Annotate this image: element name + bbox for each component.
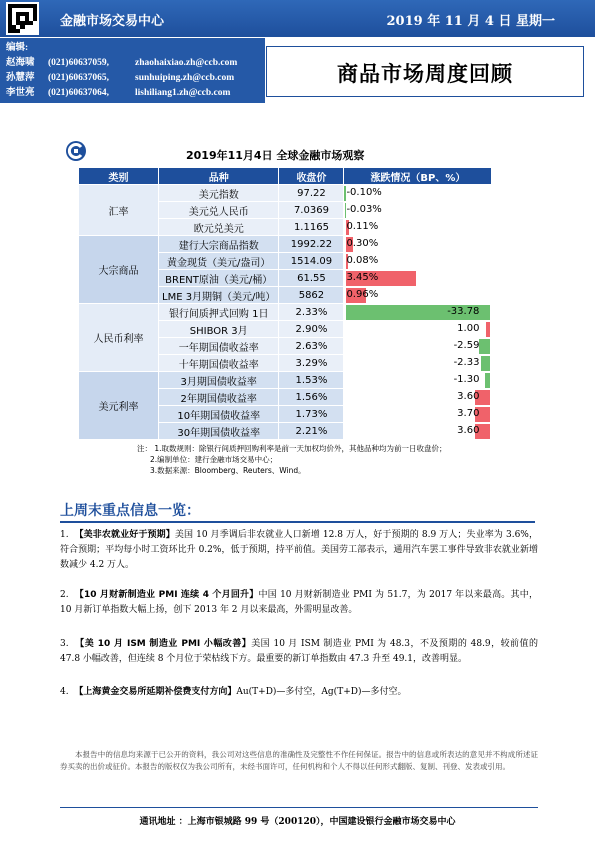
col-header: 类别: [79, 168, 159, 185]
editor-row: 赵海啸 (021)60637059, zhaohaixiao.zh@ccb.com: [6, 58, 238, 68]
footer-address: 通讯地址 ：上海市银城路 99 号（200120），中国建设银行金融市场交易中心: [139, 817, 456, 827]
change-cell: [344, 236, 492, 253]
market-table: [78, 167, 492, 440]
editor-email[interactable]: lishiliang1.zh@ccb.com: [135, 88, 231, 98]
editor-row: 李世亮 (021)60637064, lishiliang1.zh@ccb.com: [6, 88, 231, 98]
table-row: [79, 236, 492, 253]
change-bar: [485, 373, 491, 388]
instrument-name: 欧元兑美元: [159, 219, 279, 236]
close-value: 5862: [279, 287, 344, 304]
editor-row: 孙慧萍 (021)60637065, sunhuiping.zh@ccb.com: [6, 73, 235, 83]
change-label: 0.11%: [346, 221, 379, 232]
change-cell: [344, 219, 492, 236]
instrument-name: 美元兑人民币: [159, 202, 279, 219]
change-cell: [344, 185, 492, 202]
news-item: 3. 【美 10 月 ISM 制造业 PMI 小幅改善】美国 10 月 ISM 制造业 PMI 为 48.3，不及预期的 48.9，较前值的 47.8 小幅改善，但连续 8 个月位于荣枯线下方。最重要的新订单指数由 47.3 升至 49.1，改善明显。: [60, 639, 538, 664]
note-line: 3.数据来源：Bloomberg、Reuters、Wind。: [150, 466, 306, 475]
news-item: 1. 【美非农就业好于预期】美国 10 月季调后非农就业人口新增 12.8 万人，好于预期的 8.9 万人；失业率为 3.6%，符合预期；平均每小时工资环比升 0.2%，低于预期，持平前值。美国劳工部表示，通用汽车罢工事件导致非农就业新增数减少 4.2 万人。: [60, 530, 538, 570]
change-label: -2.59: [453, 340, 480, 351]
instrument-name: BRENT原油（美元/桶）: [159, 270, 279, 287]
change-bar: [481, 356, 491, 371]
change-label: 3.60: [457, 425, 480, 436]
close-value: 1514.09: [279, 253, 344, 270]
change-cell: [344, 338, 492, 355]
instrument-name: SHIBOR 3月: [159, 321, 279, 338]
footer-divider: [60, 807, 538, 808]
editor-email[interactable]: sunhuiping.zh@ccb.com: [135, 73, 235, 83]
change-label: -33.78: [447, 306, 480, 317]
category-cell: 美元利率: [79, 372, 159, 440]
report-title-box: [266, 46, 584, 97]
instrument-name: 银行间质押式回购 1日: [159, 304, 279, 321]
close-value: 97.22: [279, 185, 344, 202]
change-label: -1.30: [453, 374, 480, 385]
category-cell: 汇率: [79, 185, 159, 236]
col-header: 涨跌情况（BP、%）: [344, 168, 492, 185]
close-value: 1.1165: [279, 219, 344, 236]
category-cell: 大宗商品: [79, 236, 159, 304]
editors-panel: [0, 38, 265, 103]
instrument-name: 10年期国债收益率: [159, 406, 279, 423]
instrument-name: LME 3月期铜（美元/吨）: [159, 287, 279, 304]
instrument-name: 3月期国债收益率: [159, 372, 279, 389]
instrument-name: 30年期国债收益率: [159, 423, 279, 440]
change-label: -0.10%: [346, 187, 382, 198]
change-label: 3.70: [457, 408, 480, 419]
change-label: 3.45%: [346, 272, 379, 283]
col-header: 品种: [159, 168, 279, 185]
close-value: 1992.22: [279, 236, 344, 253]
close-value: 1.53%: [279, 372, 344, 389]
change-cell: [344, 270, 492, 287]
change-cell: [344, 287, 492, 304]
close-value: 2.21%: [279, 423, 344, 440]
change-bar: [479, 339, 490, 354]
change-label: 0.30%: [346, 238, 379, 249]
news-body: 中国 10 月财新制造业 PMI 为 51.7，为 2017 年以来最高。其中，10 月新订单指数大幅上扬，创下 2013 年 2 月以来最高，外需明显改善。: [60, 590, 538, 615]
instrument-name: 一年期国债收益率: [159, 338, 279, 355]
change-cell: [344, 389, 492, 406]
section-divider: [60, 521, 535, 523]
change-cell: [344, 253, 492, 270]
news-body: 美国 10 月 ISM 制造业 PMI 为 48.3，不及预期的 48.9，较前值的 47.8 小幅改善，但连续 8 个月位于荣枯线下方。最重要的新订单指数由 47.3 升至 49.1，改善明显。: [60, 639, 538, 664]
change-cell: [344, 423, 492, 440]
editor-email[interactable]: zhaohaixiao.zh@ccb.com: [135, 58, 238, 68]
disclaimer: 本报告中的信息均来源于已公开的资料，我公司对这些信息的准确性及完整性不作任何保证。报告中的信息或所表达的意见并不构成所述证券买卖的出价或征价。本报告的版权仅为我公司所有，未经书面许可，任何机构和个人不得以任何形式翻版、复制、刊登、发表或引用。: [60, 750, 538, 771]
col-header: 收盘价: [279, 168, 344, 185]
change-cell: [344, 321, 492, 338]
instrument-name: 十年期国债收益率: [159, 355, 279, 372]
table-header-row: [79, 168, 492, 185]
change-cell: [344, 202, 492, 219]
header-bar: [0, 0, 595, 37]
news-body: 美国 10 月季调后非农就业人口新增 12.8 万人，好于预期的 8.9 万人；失业率为 3.6%，符合预期；平均每小时工资环比升 0.2%，低于预期，持平前值。美国劳工部表示，通用汽车罢工事件导致非农就业新增数减少 4.2 万人。: [60, 530, 538, 570]
news-headline: 【美 10 月 ISM 制造业 PMI 小幅改善】: [75, 639, 252, 649]
change-label: 0.08%: [346, 255, 379, 266]
change-label: 0.96%: [346, 289, 379, 300]
note-line: 注： 1.取数规则：除银行间质押回购利率是前一天加权均价外，其他品种均为前一日收盘价；: [137, 444, 447, 453]
change-label: -2.33: [453, 357, 480, 368]
header-org: 金融市场交易中心: [60, 14, 165, 29]
report-title: 商品市场周度回顾: [337, 62, 513, 86]
editors-label: 编辑:: [6, 43, 29, 53]
close-value: 1.56%: [279, 389, 344, 406]
qr-code-icon: [6, 2, 39, 35]
change-cell: [344, 406, 492, 423]
table-title: 2019年11月4日 全球金融市场观察: [186, 149, 365, 162]
close-value: 1.73%: [279, 406, 344, 423]
news-headline: 【10 月财新制造业 PMI 连续 4 个月回升】: [74, 590, 259, 600]
close-value: 61.55: [279, 270, 344, 287]
ccb-logo-icon: [65, 140, 87, 162]
category-cell: 人民币利率: [79, 304, 159, 372]
instrument-name: 黄金现货（美元/盎司）: [159, 253, 279, 270]
news-item: 2. 【10 月财新制造业 PMI 连续 4 个月回升】中国 10 月财新制造业 PMI 为 51.7，为 2017 年以来最高。其中，10 月新订单指数大幅上扬，创下 2013 年 2 月以来最高，外需明显改善。: [60, 590, 538, 615]
change-label: 1.00: [457, 323, 480, 334]
change-cell: [344, 355, 492, 372]
table-row: [79, 304, 492, 321]
close-value: 7.0369: [279, 202, 344, 219]
table-notes: [137, 443, 447, 476]
section-title: 上周末重点信息一览：: [60, 503, 200, 519]
change-bar: [486, 322, 490, 337]
instrument-name: 2年期国债收益率: [159, 389, 279, 406]
note-line: 2.编制单位：建行金融市场交易中心；: [150, 455, 278, 464]
close-value: 2.33%: [279, 304, 344, 321]
header-date: 2019 年 11 月 4 日 星期一: [386, 14, 555, 29]
change-label: -0.03%: [346, 204, 382, 215]
instrument-name: 建行大宗商品指数: [159, 236, 279, 253]
instrument-name: 美元指数: [159, 185, 279, 202]
close-value: 2.63%: [279, 338, 344, 355]
news-item: 4. 【上海黄金交易所延期补偿费支付方向】Au(T+D)—多付空，Ag(T+D)—多付空。: [60, 687, 407, 697]
news-body: Au(T+D)—多付空，Ag(T+D)—多付空。: [236, 687, 407, 697]
change-cell: [344, 304, 492, 321]
news-headline: 【上海黄金交易所延期补偿费支付方向】: [74, 687, 237, 697]
change-cell: [344, 372, 492, 389]
table-row: [79, 185, 492, 202]
news-headline: 【美非农就业好于预期】: [74, 530, 175, 540]
change-label: 3.60: [457, 391, 480, 402]
close-value: 2.90%: [279, 321, 344, 338]
table-row: [79, 372, 492, 389]
close-value: 3.29%: [279, 355, 344, 372]
